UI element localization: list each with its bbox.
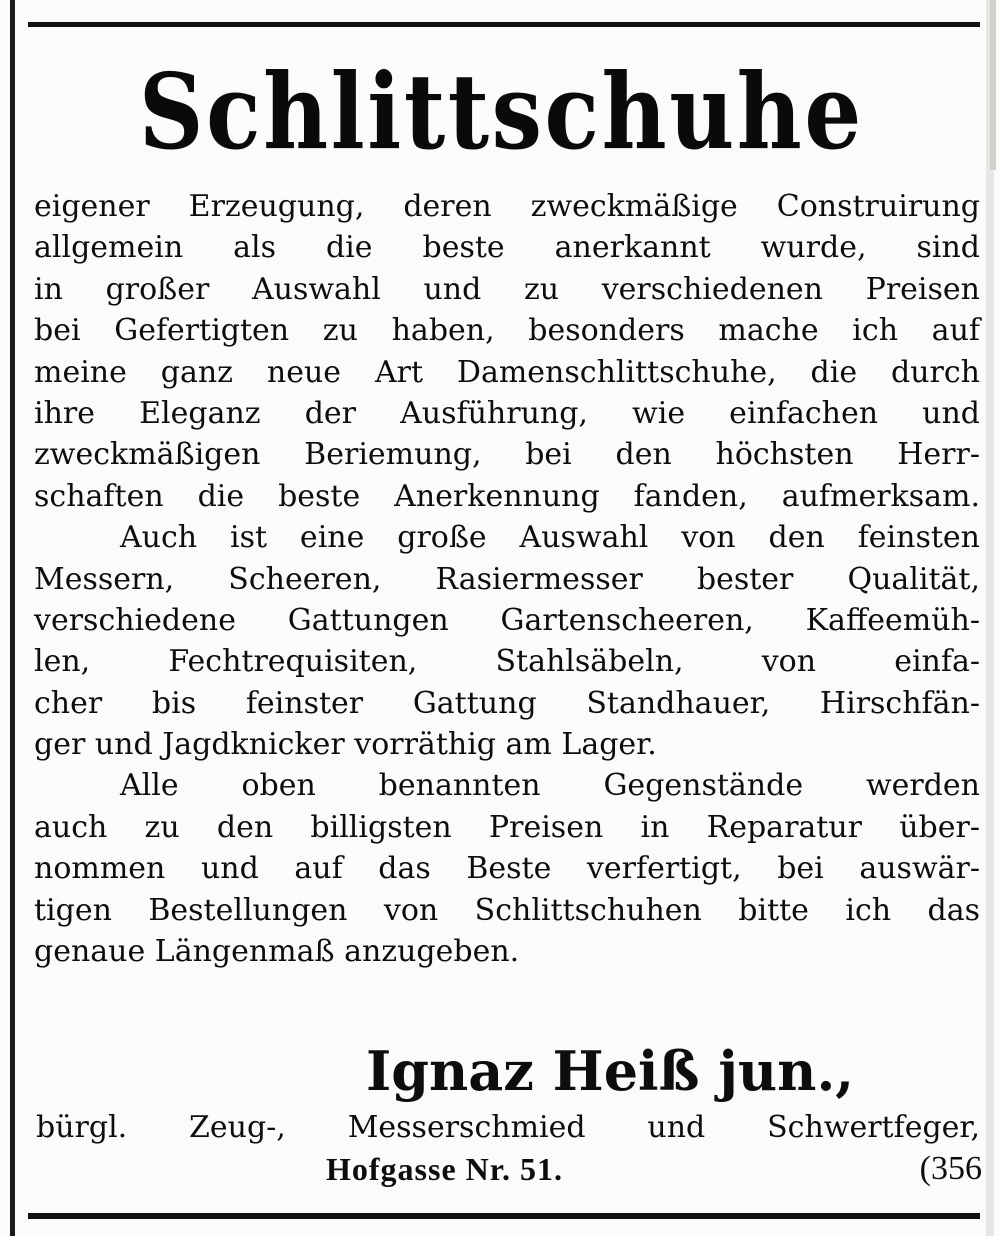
top-border-rule — [28, 22, 980, 27]
body-line: allgemein als die beste anerkannt wurde, sind — [34, 230, 980, 266]
ad-reference-number: (356 — [919, 1150, 982, 1187]
ad-body — [34, 186, 980, 972]
signature-title: bürgl. Zeug-, Messerschmied und Schwertfeger, — [36, 1110, 980, 1145]
body-line: zweckmäßigen Beriemung, bei den höchsten Herr- — [34, 437, 980, 473]
paragraph-2 — [34, 517, 980, 765]
body-line: eigener Erzeugung, deren zweckmäßige Construirung — [34, 189, 980, 224]
body-line: ger und Jagdknicker vorräthig am Lager. — [34, 727, 657, 763]
body-line: in großer Auswahl und zu verschiedenen Preisen — [34, 271, 980, 307]
body-line: Messern, Scheeren, Rasiermesser bester Qualität, — [34, 561, 980, 597]
body-line: cher bis feinster Gattung Standhauer, Hirschfän- — [34, 685, 980, 721]
body-line: nommen und auf das Beste verfertigt, bei auswär- — [34, 851, 980, 887]
body-line: verschiedene Gattungen Gartenscheeren, Kaffeemüh- — [34, 602, 980, 638]
body-line: schaften die beste Anerkennung fanden, aufmerksam. — [34, 478, 980, 514]
body-line: len, Fechtrequisiten, Stahlsäbeln, von einfa- — [34, 644, 980, 680]
signature-address: Hofgasse Nr. 51. — [326, 1151, 564, 1187]
right-margin-scrollbar-mark — [990, 0, 996, 170]
body-line: meine ganz neue Art Damenschlittschuhe, die durch — [34, 354, 980, 390]
bottom-border-rule — [28, 1213, 980, 1219]
body-line: Auch ist eine große Auswahl von den feinsten — [120, 520, 980, 556]
body-line: Alle oben benannten Gegenstände werden — [120, 768, 980, 804]
signature-name: Ignaz Heiß jun., — [365, 1039, 855, 1103]
body-line: tigen Bestellungen von Schlittschuhen bitte ich das — [34, 892, 980, 928]
body-line: bei Gefertigten zu haben, besonders mache ich auf — [34, 313, 980, 349]
body-line: genaue Längenmaß anzugeben. — [34, 934, 520, 970]
paragraph-1 — [34, 186, 980, 517]
paragraph-3 — [34, 765, 980, 972]
ad-heading: Schlittschuhe — [138, 50, 864, 173]
body-line: ihre Eleganz der Ausführung, wie einfachen und — [34, 395, 980, 431]
body-line: auch zu den billigsten Preisen in Reparatur über- — [34, 809, 980, 845]
